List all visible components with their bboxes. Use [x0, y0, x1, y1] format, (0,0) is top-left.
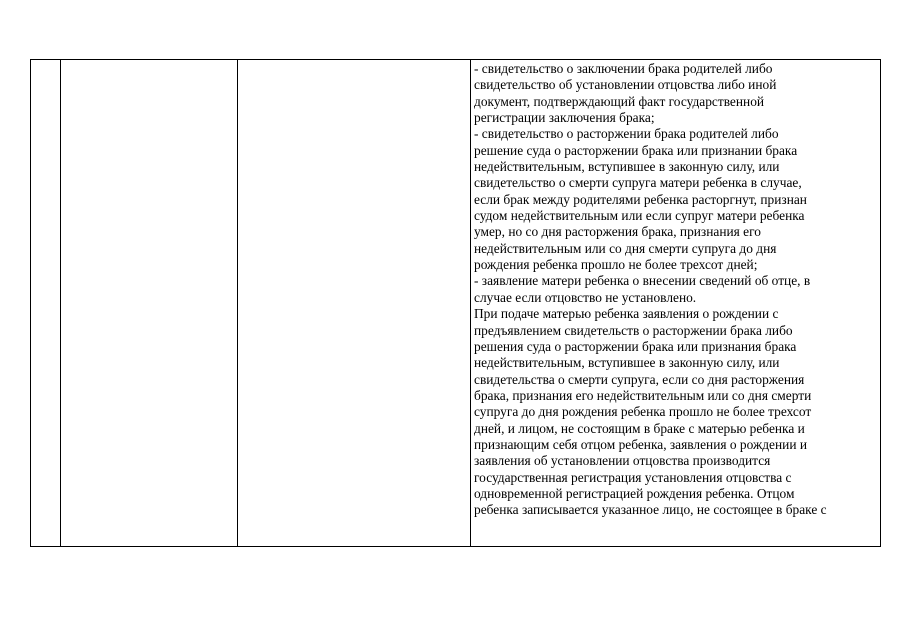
text-line: свидетельства о смерти супруга, если со дня расторжения: [474, 371, 805, 387]
table-cell-column-2: [61, 60, 238, 547]
text-line: государственная регистрация установления отцовства с: [474, 469, 792, 485]
text-line: если брак между родителями ребенка расторгнут, признан: [474, 191, 807, 207]
text-line: одновременной регистрацией рождения ребенка. Отцом: [474, 485, 795, 501]
text-line: регистрации заключения брака;: [474, 110, 655, 126]
document-table: [30, 59, 881, 547]
text-line: предъявлением свидетельств о расторжении брака либо: [474, 322, 793, 338]
text-line: признающим себя отцом ребенка, заявления о рождении и: [474, 436, 808, 452]
text-line: - свидетельство о заключении брака родителей либо: [474, 61, 773, 76]
text-line: судом недействительным или если супруг матери ребенка: [474, 208, 805, 224]
text-line: недействительным, вступившее в законную силу, или: [474, 159, 780, 175]
text-line: документ, подтверждающий факт государственной: [474, 93, 765, 109]
text-line: рождения ребенка прошло не более трехсот дней;: [474, 257, 758, 273]
text-line: свидетельство о смерти супруга матери ребенка в случае,: [474, 175, 802, 191]
text-line: решения суда о расторжении брака или признания брака: [474, 338, 797, 354]
text-line: недействительным или со дня смерти супруга до дня: [474, 240, 777, 256]
text-line: умер, но со дня расторжения брака, признания его: [474, 224, 761, 240]
text-line: недействительным, вступившее в законную силу, или: [474, 355, 780, 371]
text-line: брака, признания его недействительным или со дня смерти: [474, 387, 812, 403]
table-row: [31, 60, 881, 547]
text-line: супруга до дня рождения ребенка прошло не более трехсот: [474, 404, 812, 420]
table-cell-number: [31, 60, 61, 547]
text-line: ребенка записывается указанное лицо, не состоящее в браке с: [474, 502, 827, 518]
text-line: заявления об установлении отцовства производится: [474, 453, 771, 469]
requirements-text: [471, 60, 880, 519]
text-line: решение суда о расторжении брака или признании брака: [474, 142, 798, 158]
text-line: При подаче матерью ребенка заявления о рождении с: [474, 306, 779, 322]
table-cell-requirements: [471, 60, 881, 547]
text-line: случае если отцовство не установлено.: [474, 289, 697, 305]
text-line: дней, и лицом, не состоящим в браке с матерью ребенка и: [474, 420, 805, 436]
text-line: свидетельство об установлении отцовства либо иной: [474, 77, 777, 93]
table-cell-column-3: [238, 60, 471, 547]
text-line: - заявление матери ребенка о внесении сведений об отце, в: [474, 273, 811, 289]
text-line: - свидетельство о расторжении брака родителей либо: [474, 126, 779, 142]
